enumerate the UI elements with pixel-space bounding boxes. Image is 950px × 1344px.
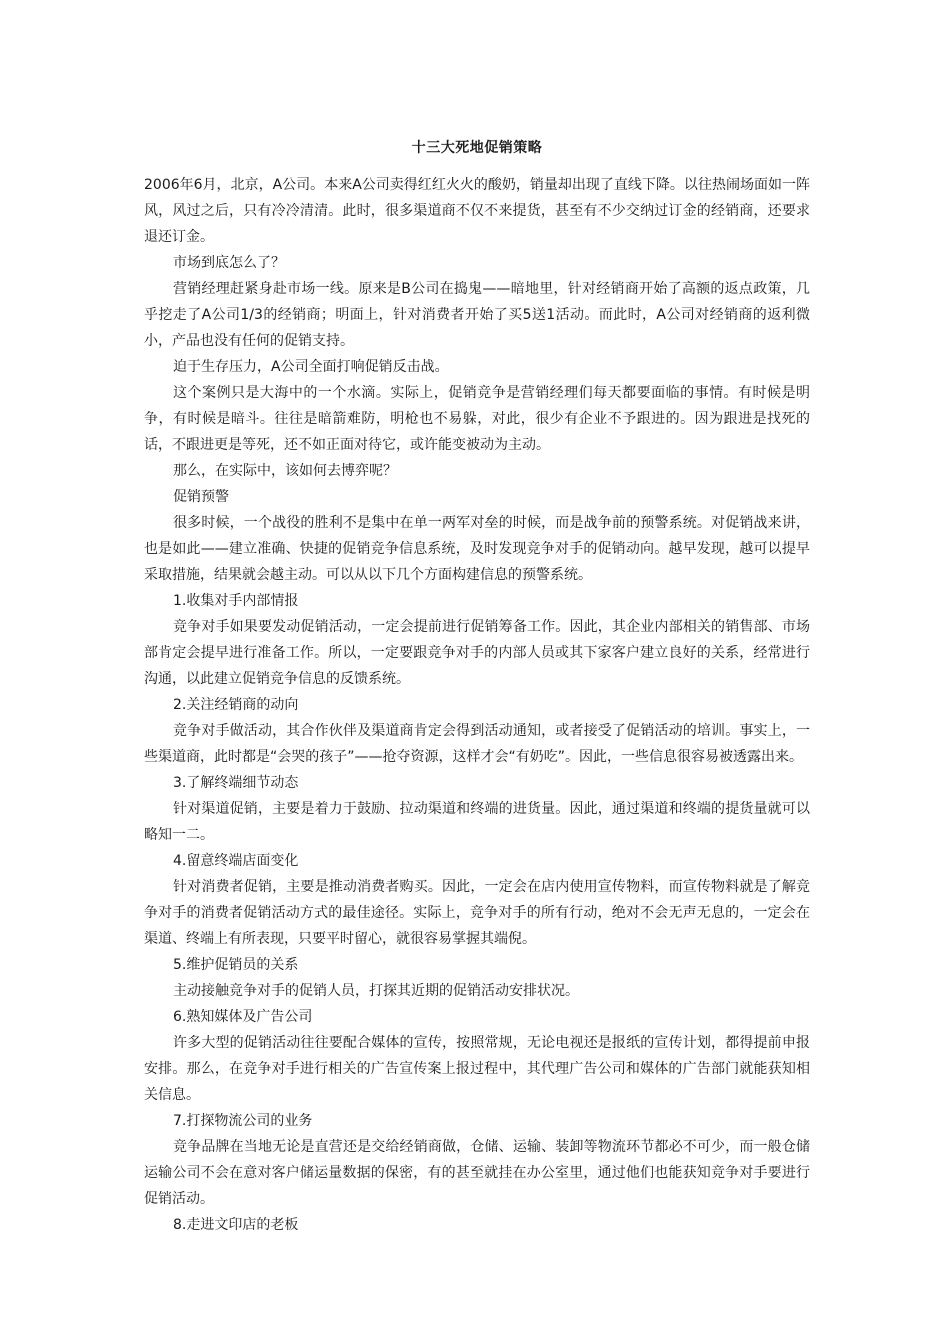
document-page [144,138,810,1238]
paragraph: 市场到底怎么了？ [173,255,285,271]
paragraph: 针对消费者促销，主要是推动消费者购买。因此，一定会在店内使用宣传物料，而宣传物料就是了解竞争对手的消费者促销活动方式的最佳途径。实际上，竞争对手的所有行动，绝对不会无声无息的，一定会在渠道、终端上有所表现，只要平时留心，就很容易掌握其端倪。 [144,879,810,947]
paragraph: 8.走进文印店的老板 [173,1217,299,1233]
paragraph: 2.关注经销商的动向 [173,697,299,713]
paragraph: 很多时候，一个战役的胜利不是集中在单一两军对垒的时候，而是战争前的预警系统。对促销战来讲，也是如此——建立准确、快捷的促销竞争信息系统，及时发现竞争对手的促销动向。越早发现，越可以提早采取措施，结果就会越主动。可以从以下几个方面构建信息的预警系统。 [144,515,810,583]
paragraph: 这个案例只是大海中的一个水滴。实际上，促销竞争是营销经理们每天都要面临的事情。有时候是明争，有时候是暗斗。往往是暗箭难防，明枪也不易躲，对此，很少有企业不予跟进的。因为跟进是找死的话，不跟进更是等死，还不如正面对待它，或许能变被动为主动。 [144,385,810,453]
paragraph: 7.打探物流公司的业务 [173,1113,313,1129]
paragraph: 竞争品牌在当地无论是直营还是交给经销商做，仓储、运输、装卸等物流环节都必不可少，而一般仓储运输公司不会在意对客户储运量数据的保密，有的甚至就挂在办公室里，通过他们也能获知竞争对手要进行促销活动。 [144,1139,810,1207]
paragraph: 那么，在实际中，该如何去博弈呢？ [173,463,397,479]
paragraph: 1.收集对手内部情报 [173,593,299,609]
paragraph: 营销经理赶紧身赴市场一线。原来是B公司在捣鬼——暗地里，针对经销商开始了高额的返点政策，几乎挖走了A公司1/3的经销商；明面上，针对消费者开始了买5送1活动。而此时，A公司对经销商的返利微小，产品也没有任何的促销支持。 [144,281,810,349]
paragraph: 5.维护促销员的关系 [173,957,299,973]
document-title: 十三大死地促销策略 [411,140,543,156]
paragraph: 主动接触竞争对手的促销人员，打探其近期的促销活动安排状况。 [173,983,579,999]
paragraph: 竞争对手做活动，其合作伙伴及渠道商肯定会得到活动通知，或者接受了促销活动的培训。事实上，一些渠道商，此时都是“会哭的孩子”——抢夺资源，这样才会“有奶吃”。因此，一些信息很容易被透露出来。 [144,723,810,765]
paragraph: 6.熟知媒体及广告公司 [173,1009,313,1025]
paragraph: 3.了解终端细节动态 [173,775,299,791]
paragraph: 促销预警 [173,489,229,505]
paragraph: 许多大型的促销活动往往要配合媒体的宣传，按照常规，无论电视还是报纸的宣传计划，都得提前申报安排。那么，在竞争对手进行相关的广告宣传案上报过程中，其代理广告公司和媒体的广告部门就能获知相关信息。 [144,1035,810,1103]
paragraph: 2006年6月，北京，A公司。本来A公司卖得红红火火的酸奶，销量却出现了直线下降。以往热闹场面如一阵风，风过之后，只有冷冷清清。此时，很多渠道商不仅不来提货，甚至有不少交纳过订金的经销商，还要求退还订金。 [144,177,810,245]
paragraph: 针对渠道促销，主要是着力于鼓励、拉动渠道和终端的进货量。因此，通过渠道和终端的提货量就可以略知一二。 [144,801,810,843]
paragraph: 4.留意终端店面变化 [173,853,299,869]
paragraph: 竞争对手如果要发动促销活动，一定会提前进行促销筹备工作。因此，其企业内部相关的销售部、市场部肯定会提早进行准备工作。所以，一定要跟竞争对手的内部人员或其下家客户建立良好的关系，经常进行沟通，以此建立促销竞争信息的反馈系统。 [144,619,810,687]
document-body [144,172,810,1238]
paragraph: 迫于生存压力，A公司全面打响促销反击战。 [173,359,449,375]
